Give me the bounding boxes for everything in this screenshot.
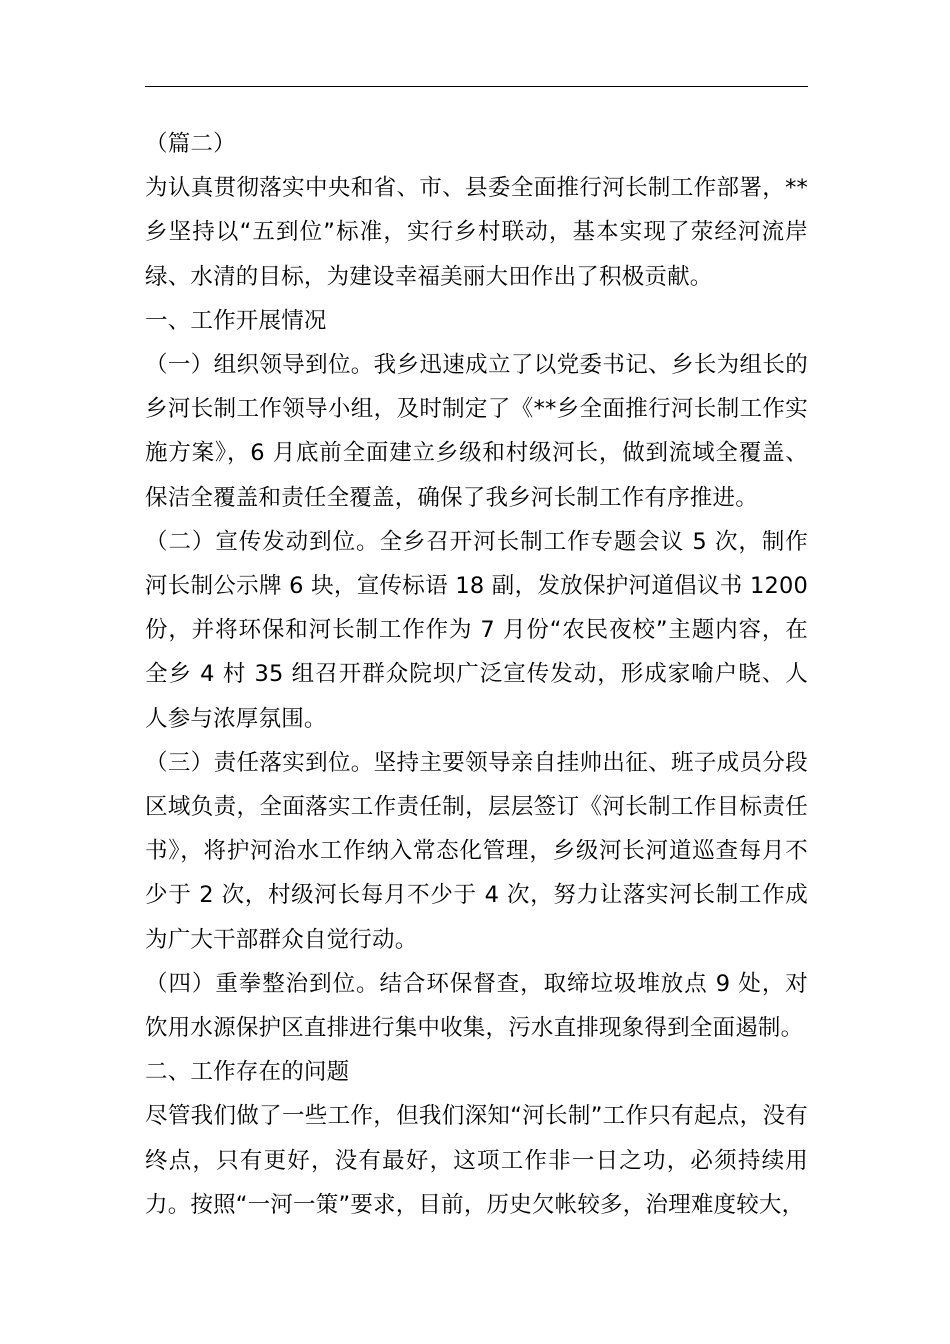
heading-problems: 二、工作存在的问题 (145, 1059, 350, 1086)
paragraph-rectification: （四）重拳整治到位。结合环保督查，取缔垃圾堆放点 9 处，对饮用水源保护区直排进行集中收集，污水直排现象得到全面遏制。 (145, 970, 808, 1042)
section-label: （篇二） (145, 131, 236, 157)
header-rule (145, 86, 808, 87)
heading-work-progress: 一、工作开展情况 (145, 307, 327, 334)
paragraph-organization: （一）组织领导到位。我乡迅速成立了以党委书记、乡长为组长的乡河长制工作领导小组，及时制定了《**乡全面推行河长制工作实施方案》，6 月底前全面建立乡级和村级河长，做到流域全覆盖、保洁全覆盖和责任全覆盖，确保了我乡河长制工作有序推进。 (145, 352, 808, 511)
paragraph-responsibility: （三）责任落实到位。坚持主要领导亲自挂帅出征、班子成员分段区域负责，全面落实工作责任制，层层签订《河长制工作目标责任书》，将护河治水工作纳入常态化管理，乡级河长河道巡查每月不少于 2 次，村级河长每月不少于 4 次，努力让落实河长制工作成为广大干部群众自觉行动。 (145, 749, 808, 953)
document-body (145, 122, 808, 1227)
paragraph-publicity: （二）宣传发动到位。全乡召开河长制工作专题会议 5 次，制作河长制公示牌 6 块，宣传标语 18 副，发放保护河道倡议书 1200 份，并将环保和河长制工作作为 7 月份“农民夜校”主题内容，在全乡 4 村 35 组召开群众院坝广泛宣传发动，形成家喻户晓、人人参与浓厚氛围。 (145, 528, 808, 732)
paragraph-problems: 尽管我们做了一些工作，但我们深知“河长制”工作只有起点，没有终点，只有更好，没有最好，这项工作非一日之功，必须持续用力。按照“一河一策”要求，目前，历史欠帐较多，治理难度较大， (145, 1103, 808, 1218)
intro-paragraph: 为认真贯彻落实中央和省、市、县委全面推行河长制工作部署，**乡坚持以“五到位”标准，实行乡村联动，基本实现了荥经河流岸绿、水清的目标，为建设幸福美丽大田作出了积极贡献。 (145, 175, 808, 290)
